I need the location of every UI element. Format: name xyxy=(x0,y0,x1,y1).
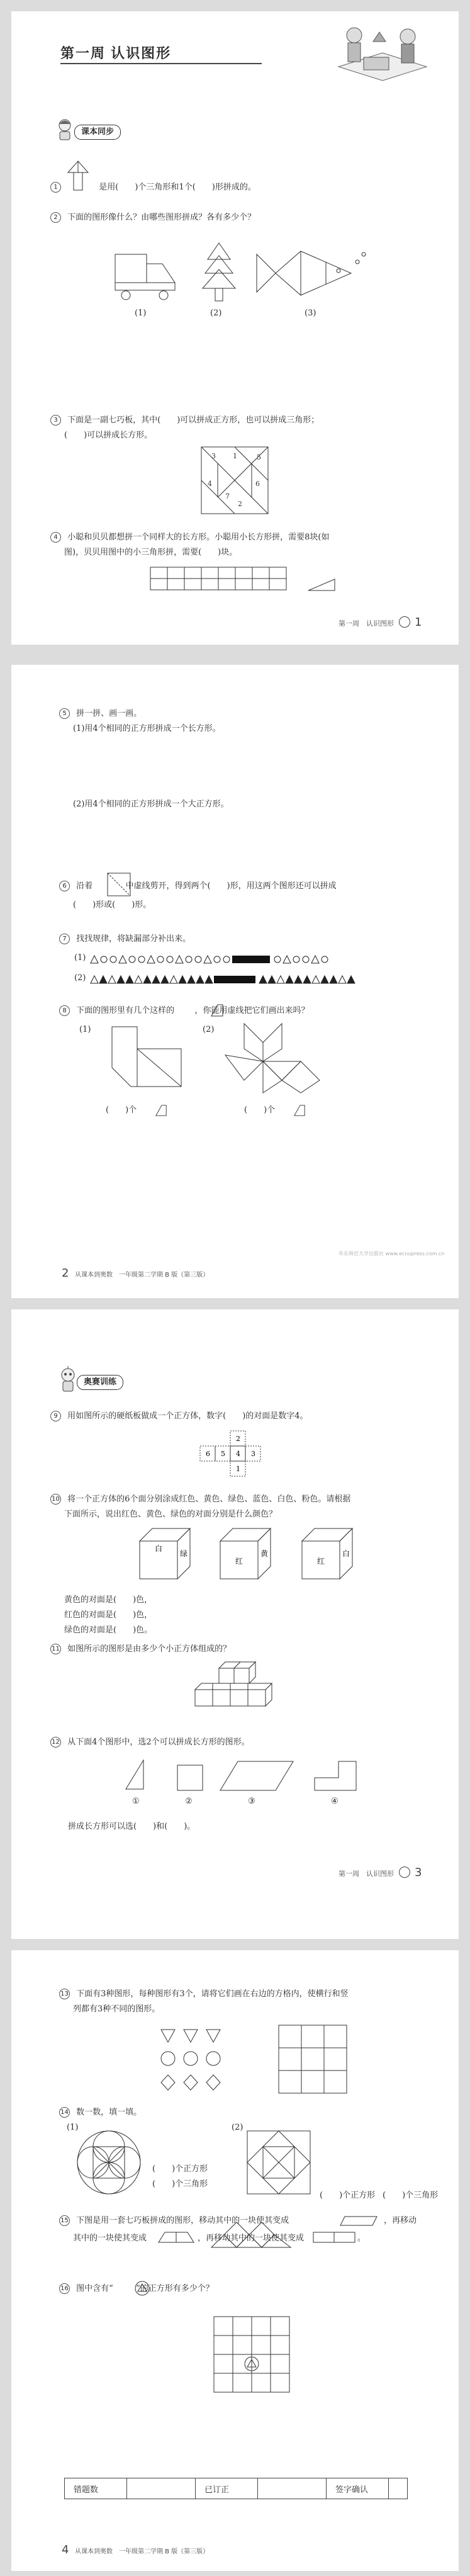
pattern-row-1-label: (1) xyxy=(74,953,86,963)
filled-triangle xyxy=(268,976,276,983)
shape-option-3 xyxy=(219,1760,294,1792)
question-14-answer-1b: ( )个三角形 xyxy=(152,2179,208,2189)
question-text-line1: 下面有3种图形，每种图形有3个，请将它们画在右边的方格内，使横行和竖 xyxy=(76,1989,349,1999)
question-number: 16 xyxy=(59,2283,70,2294)
square-diagonal-figure xyxy=(107,873,131,896)
shape-set-figure xyxy=(157,2026,227,2095)
tangram-shape-icon-1 xyxy=(157,2231,195,2244)
question-15-line2 xyxy=(73,2232,147,2245)
shape-option-1 xyxy=(125,1759,150,1790)
page-footer xyxy=(62,1267,209,1280)
corrected-label: 已订正 xyxy=(196,2478,258,2499)
fish-figure xyxy=(257,248,370,298)
owl-icon xyxy=(399,1867,410,1878)
option-label-1: ① xyxy=(132,1797,140,1806)
question-2 xyxy=(50,212,255,224)
figure-label-3: (3) xyxy=(305,308,316,318)
page-number: 3 xyxy=(415,1866,422,1879)
page-footer xyxy=(339,616,422,629)
filled-triangle xyxy=(143,976,151,983)
missing-section xyxy=(214,976,255,983)
truck-figure xyxy=(112,248,181,305)
header-bar xyxy=(60,63,262,64)
question-8-sub2: (2) xyxy=(203,1025,215,1034)
question-text: 下面的图形里有几个这样的 xyxy=(76,1006,175,1015)
error-count-value[interactable] xyxy=(127,2478,196,2499)
cube-figure-3 xyxy=(301,1527,357,1584)
question-number: 15 xyxy=(59,2215,70,2226)
question-8-answer-1 xyxy=(106,1104,137,1117)
small-triangle-figure xyxy=(307,578,336,592)
workbook-page-4 xyxy=(11,1950,459,2571)
figure-label-1: (1) xyxy=(135,308,147,318)
triangle-in-circle-icon xyxy=(134,2280,150,2296)
filled-triangle xyxy=(99,976,107,983)
question-5 xyxy=(59,708,142,720)
cube-face-label: 白 xyxy=(155,1544,163,1553)
label-2: (2) xyxy=(232,2123,243,2132)
tangram-piece-label: 1 xyxy=(233,452,237,460)
option-label-4: ④ xyxy=(331,1797,339,1806)
option-label-2: ② xyxy=(185,1797,193,1806)
question-text-2: ，你能用虚线把它们画出来吗？ xyxy=(194,1006,310,1015)
question-10-answer-1: 黄色的对面是( )色， xyxy=(64,1595,153,1605)
grid-4x4-figure xyxy=(213,2315,291,2393)
nested-squares-figure xyxy=(244,2128,313,2197)
question-8 xyxy=(59,1005,309,1017)
small-trapezoid-icon xyxy=(210,1003,224,1017)
empty-triangle xyxy=(170,976,177,983)
figure-label-2: (2) xyxy=(210,308,222,318)
page-number: 4 xyxy=(62,2543,69,2556)
question-text-line1: 下面是一副七巧板，其中( )可以拼成正方形，也可以拼成三角形； xyxy=(67,415,320,425)
score-table xyxy=(64,2478,408,2499)
section-label: 课本同步 xyxy=(74,125,121,140)
empty-circle xyxy=(138,956,145,963)
header-illustration xyxy=(326,23,433,98)
question-5-sub1: (1)用4个相同的正方形拼成一个长方形。 xyxy=(73,724,221,733)
question-5-sub2: (2)用4个相同的正方形拼成一个大正方形。 xyxy=(73,799,229,809)
empty-triangle xyxy=(283,956,291,963)
question-12-answer: 拼成长方形可以选( )和( )。 xyxy=(68,1822,196,1831)
filled-triangle xyxy=(205,976,213,983)
question-12 xyxy=(50,1736,250,1749)
tangram-piece-label: 2 xyxy=(238,500,242,508)
question-text: 数一数，填一填。 xyxy=(76,2108,142,2117)
footer-text: 从课本到奥数 一年级第二学期 B 版（第三版） xyxy=(74,1272,210,1279)
cube-face-label: 红 xyxy=(317,1557,325,1566)
cube-face-label: 绿 xyxy=(180,1549,188,1558)
signature-value[interactable] xyxy=(389,2478,408,2499)
empty-triangle xyxy=(91,976,98,983)
tangram-piece-label: 4 xyxy=(208,480,212,488)
pattern-row-1 xyxy=(91,953,355,964)
empty-circle xyxy=(157,956,164,963)
question-4-line2: 图)，贝贝用图中的小三角形拼，需要( )块。 xyxy=(64,548,238,557)
question-text-line2: 其中的一块使其变成 xyxy=(73,2234,147,2243)
tangram-figure xyxy=(200,446,269,515)
question-text-line1: 拼一拼、画一画。 xyxy=(76,709,142,718)
pattern-row-2-label: (2) xyxy=(74,973,86,983)
page-footer xyxy=(62,2543,209,2556)
corrected-value[interactable] xyxy=(258,2478,327,2499)
tree-figure xyxy=(200,242,238,305)
question-number: 3 xyxy=(50,415,61,426)
question-1 xyxy=(50,181,256,194)
section-label: 奥赛训练 xyxy=(77,1375,123,1390)
empty-circle xyxy=(322,956,328,963)
empty-circle xyxy=(214,956,220,963)
empty-circle xyxy=(110,956,116,963)
error-count-label: 错题数 xyxy=(65,2478,127,2499)
question-text: 找找规律，将缺漏部分补出来。 xyxy=(76,934,191,944)
question-text: 从下面4个图形中，选2个可以拼成长方形的图形。 xyxy=(67,1737,250,1747)
filled-triangle xyxy=(187,976,195,983)
question-text-b: 中虚线剪开，得到两个( )形，用这两个图形还可以拼成 xyxy=(125,881,337,891)
question-text-a: 沿着 xyxy=(76,881,93,891)
empty-triangle xyxy=(91,956,98,963)
question-text-1: 图中含有“ xyxy=(76,2284,113,2293)
shape-option-4 xyxy=(313,1760,357,1792)
cube-face-label: 白 xyxy=(342,1549,350,1558)
question-13 xyxy=(59,1988,349,2001)
filled-triangle xyxy=(179,976,186,983)
tangram-shape-icon-2 xyxy=(312,2231,356,2244)
question-10-line2: 下面所示，说出红色、黄色、绿色的对面分别是什么颜色？ xyxy=(64,1510,277,1519)
question-7 xyxy=(59,933,191,946)
empty-3x3-grid xyxy=(278,2025,349,2095)
question-3-line2: ( )可以拼成长方形。 xyxy=(64,431,153,440)
empty-triangle xyxy=(312,976,320,983)
question-number: 9 xyxy=(50,1411,61,1421)
filled-triangle xyxy=(126,976,133,983)
empty-triangle xyxy=(135,976,142,983)
filled-triangle xyxy=(196,976,204,983)
workbook-page-1 xyxy=(11,11,459,645)
question-number: 1 xyxy=(50,182,61,193)
question-number: 4 xyxy=(50,532,61,543)
filled-triangle xyxy=(152,976,160,983)
question-8-sub1: (1) xyxy=(79,1025,91,1034)
question-3 xyxy=(50,414,319,427)
empty-circle xyxy=(223,956,230,963)
footer-text: 第一周 认识图形 xyxy=(339,619,394,628)
question-text: 用如图所示的硬纸板做成一个正方体，数字( )的对面是数字4。 xyxy=(67,1411,308,1421)
question-number: 11 xyxy=(50,1644,61,1654)
small-trapezoid-icon xyxy=(293,1104,306,1117)
empty-triangle xyxy=(339,976,346,983)
cube-figure-2 xyxy=(219,1527,276,1584)
question-11 xyxy=(50,1643,231,1656)
question-15-then: ，再移动 xyxy=(384,2216,417,2225)
cube-face-number: 5 xyxy=(221,1450,225,1458)
cube-figure-1 xyxy=(138,1527,195,1584)
question-6 xyxy=(59,880,337,893)
question-text-line1: 小聪和贝贝都想拼一个同样大的长方形。小聪用小长方形拼，需要8块(如 xyxy=(67,533,330,542)
question-number: 14 xyxy=(59,2107,70,2118)
cube-face-number: 3 xyxy=(251,1450,255,1458)
empty-circle xyxy=(101,956,107,963)
question-text-line1: 下图是用一套七巧板拼成的图形，移动其中的一块使其变成 xyxy=(76,2216,289,2225)
question-text: 是用( )个三角形和1个( )形拼成的。 xyxy=(99,183,256,192)
question-number: 5 xyxy=(59,708,70,719)
question-text-2: ”的正方形有多少个？ xyxy=(136,2284,214,2293)
footer-text: 第一周 认识图形 xyxy=(339,1870,394,1878)
circle-figure xyxy=(74,2128,143,2197)
robot-mascot-icon xyxy=(58,1366,78,1394)
question-14-answer-2b: ( )个三角形 xyxy=(383,2191,439,2200)
cube-face-number: 2 xyxy=(236,1435,240,1443)
question-text: 下面的图形像什么？由哪些图形拼成？各有多少个？ xyxy=(67,213,256,222)
option-label-3: ③ xyxy=(248,1797,255,1806)
workbook-page-3 xyxy=(11,1309,459,1939)
question-number: 2 xyxy=(50,212,61,223)
small-trapezoid-icon xyxy=(155,1104,167,1117)
filled-triangle xyxy=(347,976,355,983)
footer-text: 从课本到奥数 一年级第二学期 B 版（第三版） xyxy=(74,2548,210,2555)
question-9 xyxy=(50,1410,308,1423)
question-6-line2: ( )形或( )形。 xyxy=(73,900,152,910)
empty-circle xyxy=(293,956,299,963)
empty-circle xyxy=(167,956,173,963)
question-text-line1: 将一个正方体的6个面分别涂成红色、黄色、绿色、蓝色、白色、粉色。请根据 xyxy=(67,1494,351,1504)
question-number: 7 xyxy=(59,934,70,944)
cube-face-number: 6 xyxy=(206,1450,210,1458)
answer-text: ( )个 xyxy=(106,1105,137,1115)
empty-triangle xyxy=(119,956,126,963)
tangram-piece-label: 6 xyxy=(255,480,260,488)
page-number: 1 xyxy=(415,616,422,629)
question-4 xyxy=(50,531,329,544)
empty-circle xyxy=(303,956,309,963)
owl-icon xyxy=(399,616,410,628)
question-14 xyxy=(59,2106,142,2119)
cube-face-number: 1 xyxy=(236,1465,240,1473)
filled-triangle xyxy=(117,976,125,983)
empty-triangle xyxy=(311,956,319,963)
page-title: 第一周 认识图形 xyxy=(60,45,172,61)
question-number: 8 xyxy=(59,1005,70,1016)
filled-triangle xyxy=(161,976,169,983)
answer-text: ( )个 xyxy=(244,1105,276,1115)
rectangle-grid-figure xyxy=(150,567,288,592)
question-10-answer-3: 绿色的对面是( )色。 xyxy=(64,1625,153,1635)
empty-triangle xyxy=(204,956,211,963)
page-number: 2 xyxy=(62,1267,69,1280)
label-1: (1) xyxy=(67,2123,79,2132)
question-14-answer-2a: ( )个正方形 xyxy=(320,2191,376,2200)
watermark-text: 华东师范大学出版社 www.ecnupress.com.cn xyxy=(339,1251,445,1257)
empty-circle xyxy=(274,956,281,963)
question-15-line2b: ，再移动其中的一块使其变成 xyxy=(198,2234,305,2243)
question-15-end: 。 xyxy=(357,2234,366,2243)
empty-circle xyxy=(129,956,135,963)
filled-triangle xyxy=(259,976,267,983)
question-number: 6 xyxy=(59,881,70,891)
tangram-piece-label: 3 xyxy=(211,452,216,460)
cube-face-label: 黄 xyxy=(260,1549,269,1558)
question-14-answer-1a: ( )个正方形 xyxy=(152,2164,208,2174)
question-number: 13 xyxy=(59,1989,70,1999)
student-avatar-icon xyxy=(55,118,74,141)
workbook-page-2 xyxy=(11,665,459,1298)
question-10 xyxy=(50,1493,350,1506)
shape-option-2 xyxy=(176,1764,204,1792)
page-footer xyxy=(339,1866,422,1879)
tangram-piece-label: 7 xyxy=(225,492,230,500)
cube-face-number: 4 xyxy=(236,1450,240,1458)
empty-circle xyxy=(195,956,201,963)
signature-label: 签字确认 xyxy=(327,2478,389,2499)
stacked-cubes-figure xyxy=(194,1661,282,1711)
filled-triangle xyxy=(294,976,302,983)
filled-triangle xyxy=(330,976,337,983)
question-number: 12 xyxy=(50,1737,61,1748)
filled-triangle xyxy=(286,976,293,983)
question-13-line2: 列都有3种不同的图形。 xyxy=(73,2004,160,2014)
target-parallelogram-icon xyxy=(340,2216,378,2226)
pattern-row-2 xyxy=(91,973,367,985)
empty-triangle xyxy=(147,956,155,963)
question-10-answer-2: 红色的对面是( )色， xyxy=(64,1610,153,1620)
empty-triangle xyxy=(176,956,183,963)
composite-figure-2 xyxy=(219,1017,332,1099)
empty-triangle xyxy=(277,976,284,983)
missing-section xyxy=(232,956,270,963)
composite-figure-1 xyxy=(93,1024,187,1093)
tangram-piece-label: 5 xyxy=(257,453,261,461)
question-8-answer-2 xyxy=(244,1104,275,1117)
cube-face-label: 红 xyxy=(235,1557,243,1566)
question-text: 如图所示的图形是由多少个小正方体组成的？ xyxy=(67,1644,232,1654)
filled-triangle xyxy=(321,976,328,983)
cube-net-figure xyxy=(199,1430,262,1478)
empty-triangle xyxy=(108,976,116,983)
empty-circle xyxy=(186,956,192,963)
question-number: 10 xyxy=(50,1494,61,1505)
filled-triangle xyxy=(303,976,311,983)
tangram-composite-figure xyxy=(210,2221,292,2249)
